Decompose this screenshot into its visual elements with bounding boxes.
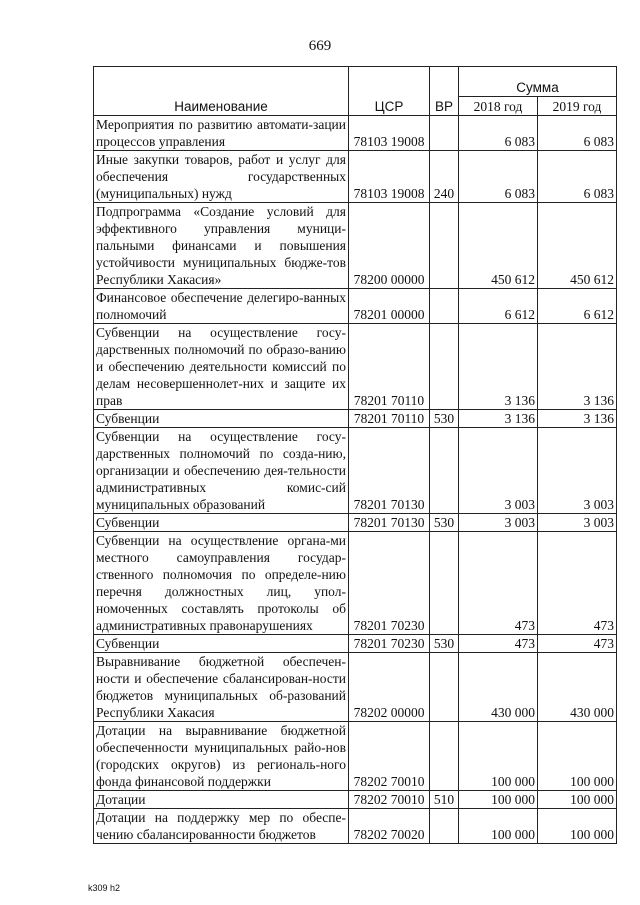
row-csr: 78201 70130 <box>349 514 430 532</box>
row-vr <box>430 722 459 791</box>
row-csr: 78103 19008 <box>349 151 430 203</box>
row-name: Субвенции на осуществление органа-ми местного самоуправления государ-ственного полномочия по определе-нию перечня должностных лиц, упол-номоченных составлять протоколы об административных правонарушениях <box>94 532 349 635</box>
header-sum: Сумма <box>459 67 617 97</box>
table-body <box>94 116 617 844</box>
row-amount-2019: 6 083 <box>538 116 617 151</box>
row-amount-2019: 473 <box>538 532 617 635</box>
row-vr <box>430 289 459 324</box>
row-name: Субвенции на осуществление госу-дарственных полномочий по образо-ванию и обеспечению деятельности комиссий по делам несовершеннолет-них и защите их прав <box>94 324 349 410</box>
row-vr <box>430 653 459 722</box>
row-amount-2019: 100 000 <box>538 722 617 791</box>
row-csr: 78201 70110 <box>349 410 430 428</box>
row-name: Субвенции на осуществление госу-дарственных полномочий по созда-нию, организации и обеспечению дея-тельности административных комис-сий муниципальных образований <box>94 428 349 514</box>
row-csr: 78200 00000 <box>349 203 430 289</box>
table-row <box>94 324 617 410</box>
table-row <box>94 116 617 151</box>
row-vr <box>430 532 459 635</box>
row-vr <box>430 428 459 514</box>
row-amount-2018: 3 136 <box>459 410 538 428</box>
row-amount-2019: 6 612 <box>538 289 617 324</box>
table-row <box>94 151 617 203</box>
row-vr: 530 <box>430 514 459 532</box>
row-vr: 240 <box>430 151 459 203</box>
row-amount-2018: 6 612 <box>459 289 538 324</box>
row-csr: 78201 70230 <box>349 635 430 653</box>
row-amount-2019: 450 612 <box>538 203 617 289</box>
row-vr <box>430 203 459 289</box>
row-csr: 78201 00000 <box>349 289 430 324</box>
budget-table <box>93 66 617 844</box>
row-amount-2018: 6 083 <box>459 116 538 151</box>
row-vr: 510 <box>430 791 459 809</box>
row-vr <box>430 324 459 410</box>
row-csr: 78103 19008 <box>349 116 430 151</box>
header-year-2019: 2019 год <box>538 96 617 115</box>
row-amount-2019: 3 003 <box>538 514 617 532</box>
table-row <box>94 635 617 653</box>
row-amount-2019: 473 <box>538 635 617 653</box>
row-name: Дотации на выравнивание бюджетной обеспеченности муниципальных райо-нов (городских округов) из региональ-ного фонда финансовой поддержки <box>94 722 349 791</box>
row-name: Финансовое обеспечение делегиро-ванных полномочий <box>94 289 349 324</box>
table-header <box>94 67 617 116</box>
row-name: Субвенции <box>94 410 349 428</box>
table-row <box>94 428 617 514</box>
row-amount-2019: 100 000 <box>538 809 617 844</box>
row-amount-2019: 6 083 <box>538 151 617 203</box>
row-amount-2018: 100 000 <box>459 809 538 844</box>
row-amount-2018: 100 000 <box>459 722 538 791</box>
row-vr <box>430 809 459 844</box>
row-csr: 78201 70110 <box>349 324 430 410</box>
header-csr: ЦСР <box>349 67 430 116</box>
row-amount-2019: 100 000 <box>538 791 617 809</box>
row-csr: 78202 70010 <box>349 791 430 809</box>
row-csr: 78201 70130 <box>349 428 430 514</box>
row-csr: 78202 70020 <box>349 809 430 844</box>
row-vr: 530 <box>430 635 459 653</box>
page-number: 669 <box>308 38 332 54</box>
row-name: Иные закупки товаров, работ и услуг для обеспечения государственных (муниципальных) нужд <box>94 151 349 203</box>
row-amount-2018: 473 <box>459 635 538 653</box>
table-row <box>94 722 617 791</box>
row-csr: 78202 70010 <box>349 722 430 791</box>
row-amount-2019: 3 003 <box>538 428 617 514</box>
header-name: Наименование <box>94 67 349 116</box>
table-row <box>94 809 617 844</box>
header-vr: ВР <box>430 67 459 116</box>
row-amount-2018: 100 000 <box>459 791 538 809</box>
row-amount-2018: 3 003 <box>459 428 538 514</box>
table-row <box>94 203 617 289</box>
row-amount-2018: 430 000 <box>459 653 538 722</box>
row-name: Выравнивание бюджетной обеспечен-ности и обеспечение сбалансирован-ности бюджетов муниципальных об-разований Республики Хакасия <box>94 653 349 722</box>
row-amount-2019: 430 000 <box>538 653 617 722</box>
row-name: Подпрограмма «Создание условий для эффективного управления муници-пальными финансами и повышения устойчивости муниципальных бюдже-тов Республики Хакасия» <box>94 203 349 289</box>
row-csr: 78202 00000 <box>349 653 430 722</box>
row-name: Мероприятия по развитию автомати-зации процессов управления <box>94 116 349 151</box>
row-vr: 530 <box>430 410 459 428</box>
table-row <box>94 532 617 635</box>
row-name: Субвенции <box>94 635 349 653</box>
row-amount-2018: 3 136 <box>459 324 538 410</box>
row-vr <box>430 116 459 151</box>
table-row <box>94 653 617 722</box>
header-year-2018: 2018 год <box>459 96 538 115</box>
row-name: Дотации на поддержку мер по обеспе-чению сбалансированности бюджетов <box>94 809 349 844</box>
row-amount-2018: 473 <box>459 532 538 635</box>
table-row <box>94 791 617 809</box>
row-amount-2019: 3 136 <box>538 410 617 428</box>
table-row <box>94 514 617 532</box>
footer-code: k309 h2 <box>88 883 121 893</box>
row-amount-2018: 6 083 <box>459 151 538 203</box>
row-name: Дотации <box>94 791 349 809</box>
row-name: Субвенции <box>94 514 349 532</box>
row-amount-2018: 450 612 <box>459 203 538 289</box>
row-amount-2019: 3 136 <box>538 324 617 410</box>
table-row <box>94 410 617 428</box>
row-amount-2018: 3 003 <box>459 514 538 532</box>
row-csr: 78201 70230 <box>349 532 430 635</box>
table-row <box>94 289 617 324</box>
